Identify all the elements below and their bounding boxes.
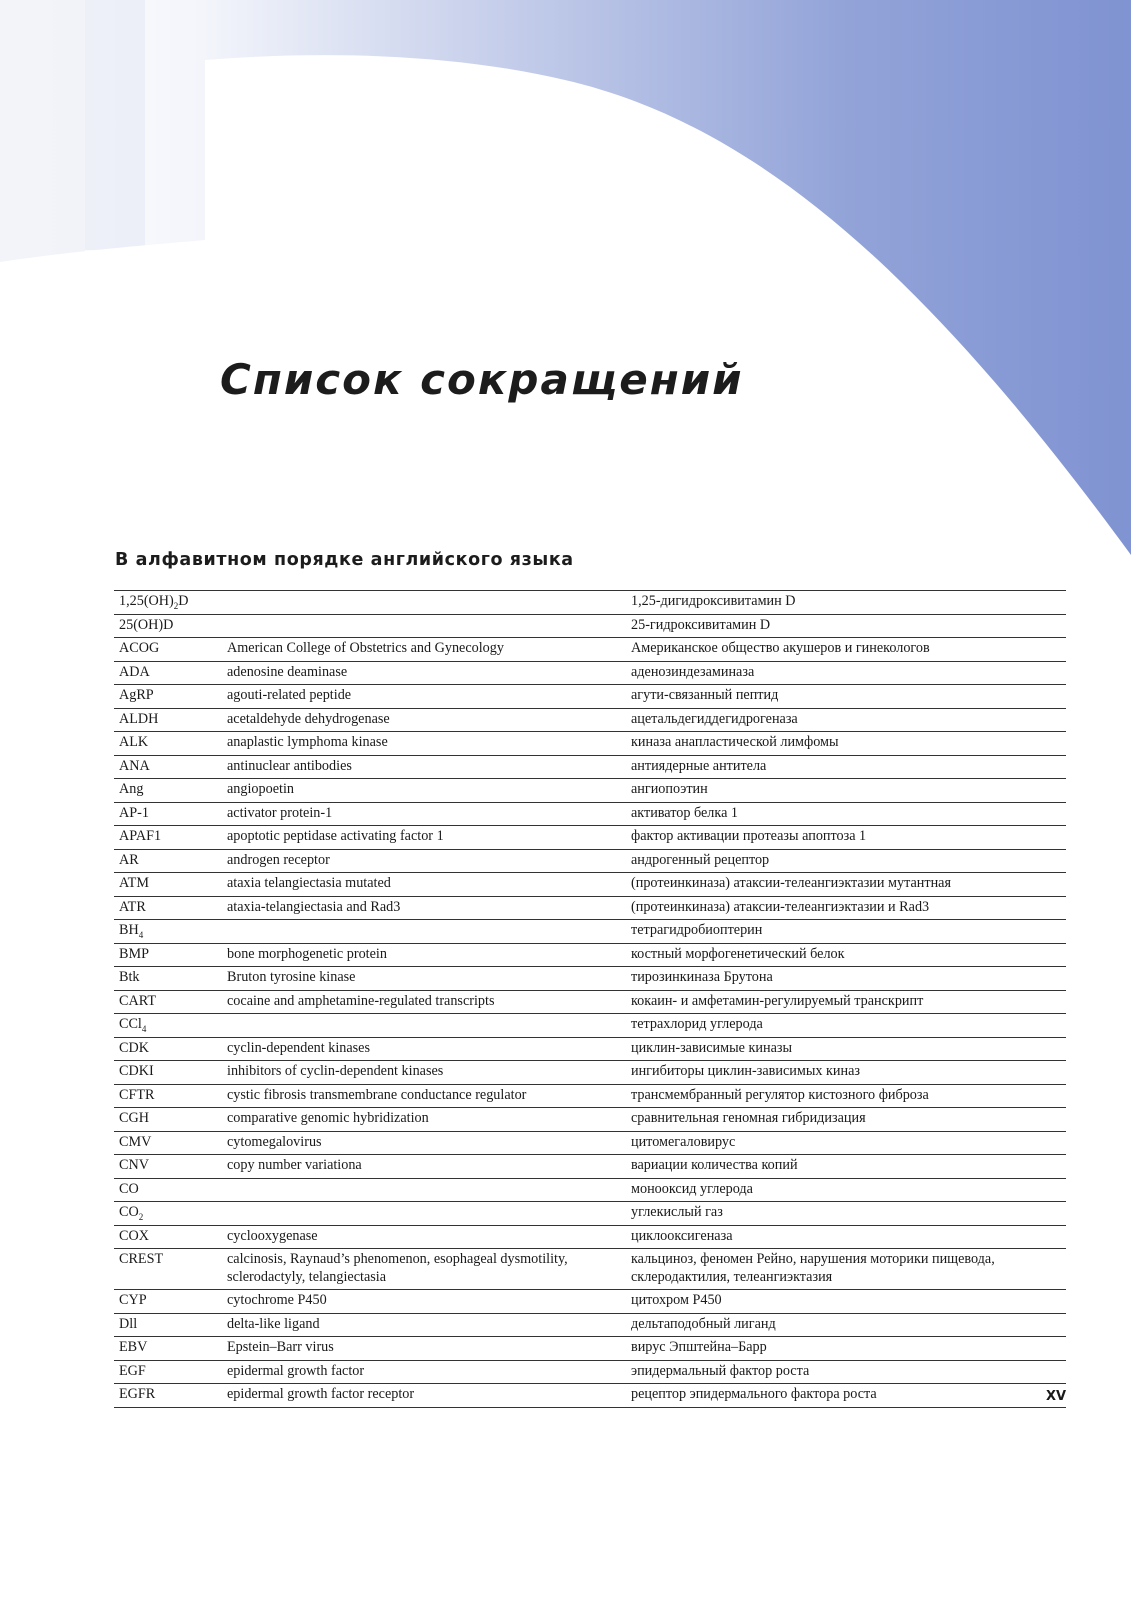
abbreviation: ALK	[119, 734, 149, 750]
russian-term: кальциноз, феномен Рейно, нарушения моторики пищевода, склеродактилия, телеангиэктазия	[626, 1249, 1066, 1290]
abbreviation: Dll	[119, 1315, 138, 1332]
abbreviation-cell	[114, 1108, 222, 1132]
russian-term: агути-связанный пептид	[626, 685, 1066, 709]
abbreviation-cell	[114, 873, 222, 897]
russian-term: циклин-зависимые киназы	[626, 1037, 1066, 1061]
table-row	[114, 1155, 1066, 1179]
abbreviation: Btk	[119, 969, 140, 985]
english-term: cyclooxygenase	[222, 1225, 626, 1249]
russian-term: 25-гидроксивитамин D	[626, 614, 1066, 638]
english-term: androgen receptor	[222, 849, 626, 873]
english-term: cocaine and amphetamine-regulated transcripts	[222, 990, 626, 1014]
abbreviation-cell	[114, 685, 222, 709]
abbreviation: CMV	[119, 1133, 152, 1150]
table-row	[114, 1290, 1066, 1314]
abbreviation: 25(OH)D	[119, 616, 174, 633]
abbreviation-cell	[114, 967, 222, 991]
abbreviation: CDKI	[119, 1063, 154, 1079]
english-term: epidermal growth factor	[222, 1360, 626, 1384]
abbreviation-cell	[114, 1225, 222, 1249]
russian-term: ингибиторы циклин-зависимых киназ	[626, 1061, 1066, 1085]
abbreviation-cell	[114, 1290, 222, 1314]
abbreviation: AgRP	[119, 687, 154, 703]
english-term: delta-like ligand	[222, 1313, 626, 1337]
abbreviation: APAF1	[119, 828, 162, 844]
table-row	[114, 755, 1066, 779]
abbreviation: CYP	[119, 1292, 147, 1308]
table-row	[114, 873, 1066, 897]
russian-term: 1,25-дигидроксивитамин D	[626, 591, 1066, 615]
abbreviation: AP-1	[119, 804, 149, 821]
table-row	[114, 826, 1066, 850]
russian-term: рецептор эпидермального фактора роста	[626, 1384, 1066, 1408]
english-term: agouti-related peptide	[222, 685, 626, 709]
english-term	[222, 1202, 626, 1226]
table-row	[114, 1225, 1066, 1249]
table-row	[114, 638, 1066, 662]
table-row	[114, 1061, 1066, 1085]
abbreviation-cell	[114, 1014, 222, 1038]
abbreviation: 1,25(OH)	[119, 593, 174, 609]
abbreviation: CO	[119, 1204, 139, 1220]
abbreviation: COX	[119, 1227, 149, 1244]
abbreviation-cell	[114, 896, 222, 920]
abbreviation-cell	[114, 1384, 222, 1408]
russian-term: эпидермальный фактор роста	[626, 1360, 1066, 1384]
table-row	[114, 708, 1066, 732]
russian-term: активатор белка 1	[626, 802, 1066, 826]
table-row	[114, 1202, 1066, 1226]
russian-term: циклооксигеназа	[626, 1225, 1066, 1249]
abbreviation: ADA	[119, 663, 150, 680]
abbreviation-tail: D	[178, 593, 189, 609]
abbreviation-cell	[114, 1178, 222, 1202]
english-term: cystic fibrosis transmembrane conductance regulator	[222, 1084, 626, 1108]
header-decoration	[0, 0, 1131, 560]
russian-term: цитомегаловирус	[626, 1131, 1066, 1155]
abbreviation-cell	[114, 591, 222, 615]
english-term: cytochrome P450	[222, 1290, 626, 1314]
abbreviation: EGFR	[119, 1386, 156, 1402]
english-term: Epstein–Barr virus	[222, 1337, 626, 1361]
table-row	[114, 591, 1066, 615]
abbreviation-cell	[114, 1155, 222, 1179]
english-term: calcinosis, Raynaud’s phenomenon, esophageal dysmotility, sclerodactyly, telangiectasia	[222, 1249, 626, 1290]
russian-term: (протеинкиназа) атаксии-телеангиэктазии и Rad3	[626, 896, 1066, 920]
table-row	[114, 802, 1066, 826]
russian-term: сравнительная геномная гибридизация	[626, 1108, 1066, 1132]
abbreviation-cell	[114, 920, 222, 944]
table-row	[114, 896, 1066, 920]
abbreviation: CGH	[119, 1110, 149, 1126]
russian-term: тирозинкиназа Брутона	[626, 967, 1066, 991]
russian-term: трансмембранный регулятор кистозного фиброза	[626, 1084, 1066, 1108]
table-row	[114, 1337, 1066, 1361]
abbreviation: EGF	[119, 1362, 146, 1379]
english-term: activator protein-1	[222, 802, 626, 826]
abbreviation: BH	[119, 922, 139, 938]
russian-term: ацетальдегиддегидрогеназа	[626, 708, 1066, 732]
russian-term: тетрахлорид углерода	[626, 1014, 1066, 1038]
english-term: cytomegalovirus	[222, 1131, 626, 1155]
english-term: epidermal growth factor receptor	[222, 1384, 626, 1408]
abbreviation: CNV	[119, 1157, 149, 1173]
russian-term: киназа анапластической лимфомы	[626, 732, 1066, 756]
abbreviation: AR	[119, 851, 139, 868]
abbreviation: CDK	[119, 1039, 149, 1056]
table-row	[114, 1360, 1066, 1384]
abbreviation-subscript: 4	[138, 929, 144, 940]
english-term: angiopoetin	[222, 779, 626, 803]
russian-term: фактор активации протеазы апоптоза 1	[626, 826, 1066, 850]
russian-term: андрогенный рецептор	[626, 849, 1066, 873]
russian-term: ангиопоэтин	[626, 779, 1066, 803]
abbreviation: CCl	[119, 1016, 142, 1032]
english-term	[222, 1178, 626, 1202]
abbreviation-cell	[114, 849, 222, 873]
table-row	[114, 920, 1066, 944]
abbreviation-cell	[114, 1202, 222, 1226]
abbreviation-cell	[114, 1249, 222, 1290]
english-term: ataxia telangiectasia mutated	[222, 873, 626, 897]
english-term: comparative genomic hybridization	[222, 1108, 626, 1132]
table-row	[114, 1084, 1066, 1108]
russian-term: вирус Эпштейна–Барр	[626, 1337, 1066, 1361]
russian-term: аденозиндезаминаза	[626, 661, 1066, 685]
english-term: acetaldehyde dehydrogenase	[222, 708, 626, 732]
english-term: inhibitors of cyclin-dependent kinases	[222, 1061, 626, 1085]
abbreviation: ATR	[119, 898, 146, 915]
abbreviations-table	[114, 590, 1066, 1408]
abbreviation-cell	[114, 1037, 222, 1061]
abbreviation: CART	[119, 992, 156, 1009]
abbreviation: CFTR	[119, 1086, 155, 1103]
abbreviation: EBV	[119, 1339, 148, 1355]
english-term: Bruton tyrosine kinase	[222, 967, 626, 991]
english-term: ataxia-telangiectasia and Rad3	[222, 896, 626, 920]
table-row	[114, 1384, 1066, 1408]
table-row	[114, 1249, 1066, 1290]
abbreviation-cell	[114, 614, 222, 638]
english-term	[222, 591, 626, 615]
table-row	[114, 849, 1066, 873]
russian-term: цитохром P450	[626, 1290, 1066, 1314]
russian-term: монооксид углерода	[626, 1178, 1066, 1202]
abbreviation-cell	[114, 1360, 222, 1384]
abbreviation-cell	[114, 708, 222, 732]
abbreviation-cell	[114, 990, 222, 1014]
russian-term: Американское общество акушеров и гинекологов	[626, 638, 1066, 662]
abbreviation-cell	[114, 1131, 222, 1155]
abbreviation-subscript: 4	[141, 1023, 147, 1034]
russian-term: кокаин- и амфетамин-регулируемый транскрипт	[626, 990, 1066, 1014]
english-term: adenosine deaminase	[222, 661, 626, 685]
russian-term: углекислый газ	[626, 1202, 1066, 1226]
english-term	[222, 1014, 626, 1038]
table-row	[114, 967, 1066, 991]
abbreviation: ACOG	[119, 640, 160, 656]
page-title: Список сокращений	[220, 355, 744, 404]
abbreviation: CREST	[119, 1251, 164, 1267]
table-row	[114, 732, 1066, 756]
table-row	[114, 661, 1066, 685]
table-row	[114, 779, 1066, 803]
english-term: apoptotic peptidase activating factor 1	[222, 826, 626, 850]
abbreviation-cell	[114, 732, 222, 756]
table-row	[114, 943, 1066, 967]
abbreviation-cell	[114, 661, 222, 685]
russian-term: костный морфогенетический белок	[626, 943, 1066, 967]
abbreviation-cell	[114, 1061, 222, 1085]
table-row	[114, 1313, 1066, 1337]
abbreviation: ANA	[119, 757, 150, 774]
english-term: bone morphogenetic protein	[222, 943, 626, 967]
abbreviation-cell	[114, 779, 222, 803]
table-row	[114, 1037, 1066, 1061]
english-term: anaplastic lymphoma kinase	[222, 732, 626, 756]
abbreviation-cell	[114, 1084, 222, 1108]
russian-term: (протеинкиназа) атаксии-телеангиэктазии мутантная	[626, 873, 1066, 897]
english-term: antinuclear antibodies	[222, 755, 626, 779]
abbreviation-subscript: 2	[138, 1211, 144, 1222]
english-term: copy number variationa	[222, 1155, 626, 1179]
table-row	[114, 1131, 1066, 1155]
abbreviation-cell	[114, 755, 222, 779]
english-term	[222, 614, 626, 638]
russian-term: дельтаподобный лиганд	[626, 1313, 1066, 1337]
table-row	[114, 614, 1066, 638]
english-term	[222, 920, 626, 944]
table-row	[114, 1178, 1066, 1202]
table-row	[114, 1014, 1066, 1038]
russian-term: тетрагидробиоптерин	[626, 920, 1066, 944]
table-row	[114, 685, 1066, 709]
english-term: American College of Obstetrics and Gynecology	[222, 638, 626, 662]
abbreviation: ATM	[119, 875, 149, 891]
abbreviation-cell	[114, 1337, 222, 1361]
russian-term: вариации количества копий	[626, 1155, 1066, 1179]
russian-term: антиядерные антитела	[626, 755, 1066, 779]
abbreviation-cell	[114, 638, 222, 662]
table-row	[114, 990, 1066, 1014]
section-subtitle: В алфавитном порядке английского языка	[115, 550, 574, 570]
page-number: XV	[1046, 1389, 1067, 1404]
table-row	[114, 1108, 1066, 1132]
abbreviation-cell	[114, 1313, 222, 1337]
abbreviation-cell	[114, 826, 222, 850]
abbreviation: Ang	[119, 781, 144, 797]
abbreviation-cell	[114, 802, 222, 826]
abbreviation: ALDH	[119, 710, 159, 727]
abbreviation-subscript: 2	[173, 600, 179, 611]
abbreviation: BMP	[119, 945, 149, 962]
abbreviation: CO	[119, 1180, 139, 1197]
english-term: cyclin-dependent kinases	[222, 1037, 626, 1061]
abbreviation-cell	[114, 943, 222, 967]
